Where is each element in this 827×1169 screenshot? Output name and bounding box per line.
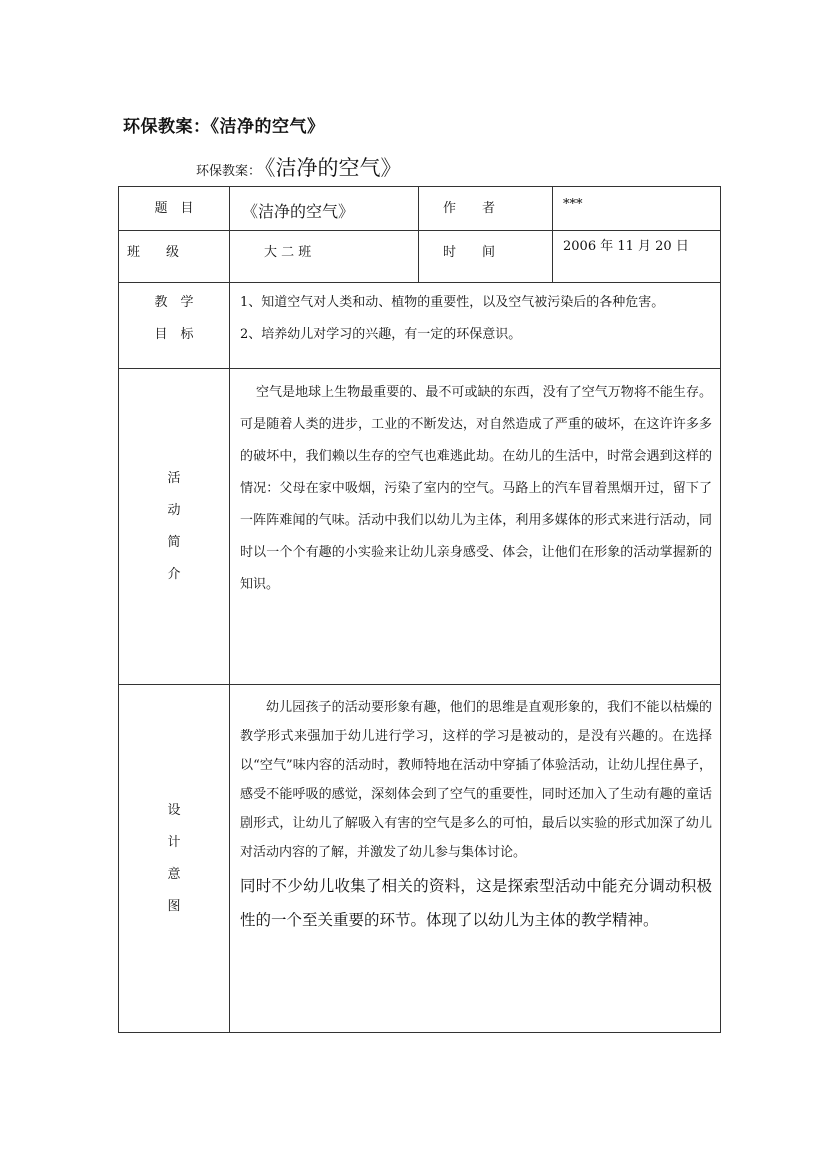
table-row xyxy=(119,369,721,685)
intro-label-char-4: 介 xyxy=(167,566,181,582)
topic-value: 《洁净的空气》 xyxy=(230,187,419,231)
intro-label-char-1: 活 xyxy=(167,470,181,486)
design-label-char-1: 设 xyxy=(167,802,181,818)
intro-label-char-2: 动 xyxy=(167,502,181,518)
goal-item-1: 1、知道空气对人类和动、植物的重要性，以及空气被污染后的各种危害。 xyxy=(240,295,665,310)
design-label-char-4: 图 xyxy=(167,898,181,914)
page-heading: 环保教案：《洁净的空气》 xyxy=(123,117,325,137)
subheading-prefix: 环保教案： xyxy=(196,164,262,179)
topic-label: 题 目 xyxy=(119,187,230,231)
design-text: 幼儿园孩子的活动要形象有趣，他们的思维是直观形象的，我们不能以枯燥的教学形式来强加于幼儿进行学习，这样的学习是被动的，是没有兴趣的。在选择以“空气”味内容的活动时，教师特地在活动中穿插了体验活动，让幼儿捏住鼻子，感受不能呼吸的感觉，深刻体会到了空气的重要性，同时还加入了生动有趣的童话剧形式，让幼儿了解吸入有害的空气是多么的可怕，最后以实验的形式加深了幼儿对活动内容的了解，并激发了幼儿参与集体讨论。 xyxy=(240,700,712,860)
design-label-char-2: 计 xyxy=(167,834,181,850)
class-value: 大 二 班 xyxy=(230,231,419,283)
subheading-title: 《洁净的空气》 xyxy=(265,156,402,180)
goal-item-2: 2、培养幼儿对学习的兴趣，有一定的环保意识。 xyxy=(240,327,522,342)
table-row xyxy=(119,231,721,283)
time-value: 2006 年 11 月 20 日 xyxy=(553,231,721,283)
goals-content xyxy=(230,283,721,369)
page-subheading xyxy=(196,152,402,182)
goals-label xyxy=(119,283,230,369)
class-label: 班 级 xyxy=(119,231,230,283)
design-label xyxy=(119,685,230,1033)
goals-label-line2: 目 标 xyxy=(154,327,194,342)
lesson-plan-table xyxy=(118,186,721,1033)
author-label: 作 者 xyxy=(419,187,553,231)
intro-label xyxy=(119,369,230,685)
time-label: 时 间 xyxy=(419,231,553,283)
goals-label-line1: 教 学 xyxy=(154,295,194,310)
design-content xyxy=(230,685,721,1033)
intro-label-char-3: 简 xyxy=(167,534,181,550)
design-text-2: 同时不少幼儿收集了相关的资料，这是探索型活动中能充分调动积极性的一个至关重要的环节。体现了以幼儿为主体的教学精神。 xyxy=(240,877,712,929)
author-value: *** xyxy=(553,187,721,231)
table-row xyxy=(119,283,721,369)
table-row xyxy=(119,187,721,231)
intro-text: 空气是地球上生物最重要的、最不可或缺的东西，没有了空气万物将不能生存。可是随着人类的进步，工业的不断发达，对自然造成了严重的破坏，在这许许多多的破坏中，我们赖以生存的空气也难逃此劫。在幼儿的生活中，时常会遇到这样的情况：父母在家中吸烟，污染了室内的空气。马路上的汽车冒着黑烟开过，留下了一阵阵难闻的气味。活动中我们以幼儿为主体，利用多媒体的形式来进行活动，同时以一个个有趣的小实验来让幼儿亲身感受、体会，让他们在形象的活动掌握新的知识。 xyxy=(230,369,721,685)
table-row xyxy=(119,685,721,1033)
design-label-char-3: 意 xyxy=(167,866,181,882)
